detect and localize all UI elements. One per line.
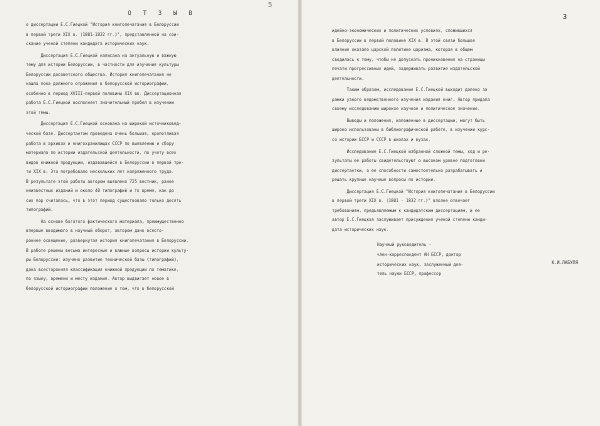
paragraph-sources: Диссертация Е.С.Гиецкой основана на широкой источниковед- ческой базе. Диссертантом проведена очень большая, кропотливая работа в архивах и книгохранилищах СССР по выявлению и сбору материала по истории издательской деятельности, по учету всех видов книжной продукции, издававшейся в Белоруссии в первой тре- ти XIX в. Это потребовало нескольких лет напряженного труда. В результате этой работы автором выявлено 725 вестник, ранее неизвестных изданий и около 40 типографий и то время, как до сих пор считалось, что в этот период существовало только десять типографий. — [26, 121, 184, 213]
signature-title: Научный руководитель - член-корреспондент АН БССР, доктор исторических наук, заслуженный дея- тель науки БССР, профессор — [377, 242, 464, 277]
document-heading: О Т З Ы В — [127, 10, 197, 17]
page-number: 3 — [562, 13, 567, 21]
signature-block — [332, 240, 586, 278]
paragraph-conclusions: Выводы и положения, изложенные в диссертации, могут быть широко использованы в библиографической работе, в изучении курс- со истории БССР и СССР в школах и вузах. — [332, 117, 490, 143]
paragraph-findings: На основе богатого фактического материала, преимущественно впервые вводимого в научный оборот, автором дано всесто- роннее освещение, развернутая история книгопечатания в Белоруссии. В работе решены весьма интересные и важные вопросы истории культу- ры Белоруссии: изучено развитие технической базы (типографий), дана всесторонняя классификация книжной продукции по тематике, по языку, времени и месту издания. Автор выдвигает новое в белорусской историографии положение о том, что в белорусской — [26, 218, 189, 291]
paragraph-assessment: Исследование Е.С.Гиецкой избранной сложной темы, ход и ре- зультаты ее работы свидетельствуют о высоком уровне подготовки диссертантки, о ее способности самостоятельно разрабатывать и решать крупные научные вопросы по истории. — [332, 148, 490, 183]
signature-name: К.И.ЛАБУЛЯ — [551, 261, 578, 267]
paragraph-scope: Таким образом, исследование Е.С.Гиецкой выходит далеко за рамки узкого ведомственного изучения издания книг. Автор придала своему исследованию широкое научное и политическое значение. — [332, 87, 490, 112]
corner-mark: 5 — [268, 1, 273, 9]
paragraph-conditions: идейно-экономических и политических условиях, сложившихся в Белоруссии в первой половине XIX в. В этой связи большое влияние оказало царской политике царизма, которая в общем сводилась к тому, чтобы не допускать проникновения на страницы печати прогрессивных идей, задерживать развитие издательской деятельности. — [332, 28, 485, 81]
paragraph-verdict: Диссертация Е.С.Гиецкой "История книгопечатания в Белоруссии в первой трети XIX в. (1801 - 1832 гг.)" вполне отвечает требованиям, предъявляемым к кандидатским диссертациям, и ее автор Е.С.Гиецкая заслуживает присуждения ученой степени канди- дата исторических наук. — [332, 188, 495, 232]
page-fold — [298, 0, 302, 426]
paragraph-intro: о диссертации Е.С.Гиецкой "История книгопечатания в Белоруссии в первой трети XIX в. (1801-1832 гг.)", представленной на сои- скание ученой степени кандидата исторических наук. — [26, 22, 179, 47]
paragraph-relevance: Диссертация Е.С.Гиецкой написана на актуальную и важную тему для истории Белоруссии, в частности для изучения культуры Белоруссии досоветского общества. История книгопечатания не нашла пока должного отражения в белорусской историографии, особенно в период XVIII-первой половины XIX вв. Диссертационная работа Е.С.Гиецкой восполняет значительный пробел в изучении этой темы. — [26, 52, 182, 115]
right-page — [300, 0, 600, 426]
